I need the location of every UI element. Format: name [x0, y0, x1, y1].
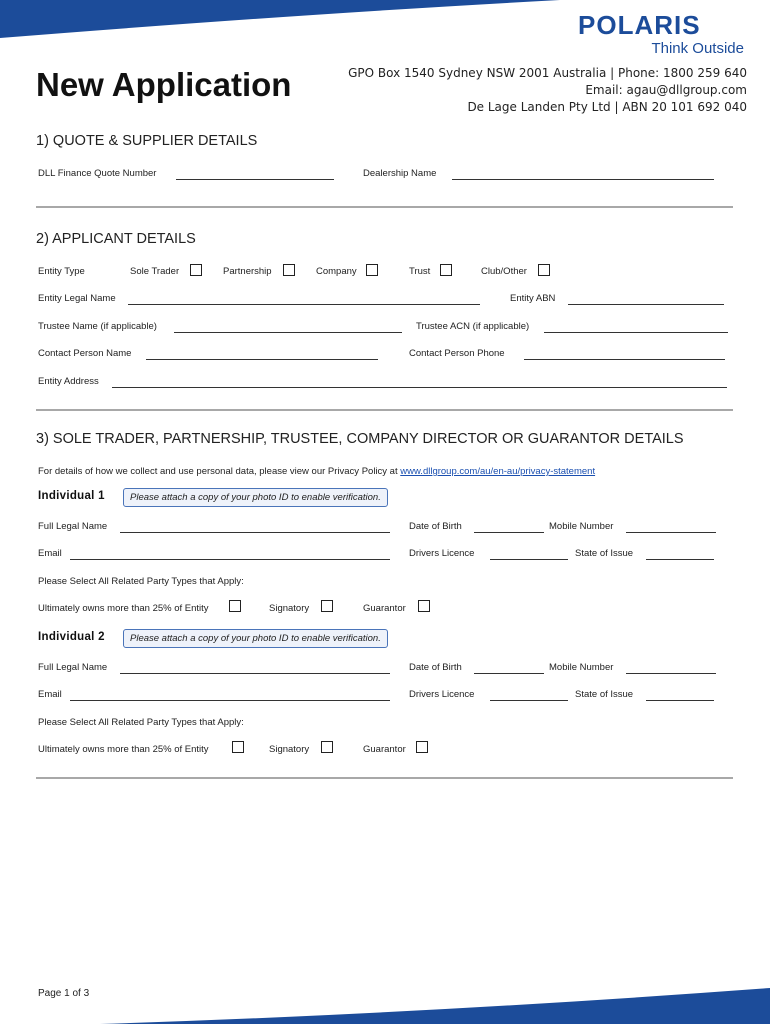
- individual-1-party-prompt: Please Select All Related Party Types that Apply:: [38, 576, 244, 587]
- entity-legal-name-label: Entity Legal Name: [38, 293, 116, 304]
- entity-option-sole-trader-label: Sole Trader: [130, 266, 180, 277]
- individual-2-guarantor-checkbox[interactable]: [416, 741, 428, 753]
- individual-2-email-field[interactable]: [70, 700, 390, 701]
- individual-1-dob-label: Date of Birth: [409, 521, 462, 532]
- section-2-title: 2) APPLICANT DETAILS: [36, 231, 196, 247]
- contact-company: De Lage Landen Pty Ltd | ABN 20 101 692 040: [467, 100, 747, 114]
- entity-address-label: Entity Address: [38, 376, 99, 387]
- individual-1-owner-checkbox[interactable]: [229, 600, 241, 612]
- individual-1-guarantor-checkbox[interactable]: [418, 600, 430, 612]
- individual-2-full-name-field[interactable]: [120, 673, 390, 674]
- individual-2-party-prompt: Please Select All Related Party Types that Apply:: [38, 717, 244, 728]
- contact-person-name-field[interactable]: [146, 359, 378, 360]
- individual-2-guarantor-label: Guarantor: [363, 744, 406, 755]
- individual-2-signatory-checkbox[interactable]: [321, 741, 333, 753]
- individual-2-owner-label: Ultimately owns more than 25% of Entity: [38, 744, 209, 755]
- entity-abn-field[interactable]: [568, 304, 724, 305]
- individual-1-licence-field[interactable]: [490, 559, 568, 560]
- entity-option-trust-checkbox[interactable]: [440, 264, 452, 276]
- privacy-notice-text: For details of how we collect and use personal data, please view our Privacy Policy at: [38, 466, 401, 477]
- individual-1-state-label: State of Issue: [575, 548, 634, 559]
- individual-1-state-field[interactable]: [646, 559, 714, 560]
- individual-2-signatory-label: Signatory: [269, 744, 310, 755]
- trustee-name-field[interactable]: [174, 332, 402, 333]
- individual-1-signatory-checkbox[interactable]: [321, 600, 333, 612]
- individual-2-mobile-label: Mobile Number: [549, 662, 614, 673]
- individual-2-photo-id-note: Please attach a copy of your photo ID to enable verification.: [123, 629, 388, 648]
- entity-legal-name-field[interactable]: [128, 304, 480, 305]
- individual-2-licence-label: Drivers Licence: [409, 689, 475, 700]
- individual-1-mobile-label: Mobile Number: [549, 521, 614, 532]
- brand-name: POLARIS: [578, 10, 701, 40]
- entity-option-company-checkbox[interactable]: [366, 264, 378, 276]
- trustee-acn-field[interactable]: [544, 332, 728, 333]
- footer-swoosh: [0, 984, 770, 1024]
- contact-email: Email: agau@dllgroup.com: [585, 83, 747, 97]
- individual-2-mobile-field[interactable]: [626, 673, 716, 674]
- entity-option-club-label: Club/Other: [481, 266, 527, 277]
- entity-type-label: Entity Type: [38, 266, 85, 277]
- entity-option-club-checkbox[interactable]: [538, 264, 550, 276]
- contact-address: GPO Box 1540 Sydney NSW 2001 Australia | Phone: 1800 259 640: [348, 66, 747, 80]
- individual-2-heading: Individual 2: [38, 631, 105, 643]
- entity-option-company-label: Company: [316, 266, 357, 277]
- entity-address-field[interactable]: [112, 387, 727, 388]
- contact-person-phone-label: Contact Person Phone: [409, 348, 505, 359]
- dealership-name-label: Dealership Name: [363, 168, 437, 179]
- individual-1-signatory-label: Signatory: [269, 603, 310, 614]
- privacy-policy-link[interactable]: www.dllgroup.com/au/en-au/privacy-statement: [400, 466, 596, 477]
- individual-1-photo-id-note: Please attach a copy of your photo ID to enable verification.: [123, 488, 388, 507]
- page-number: Page 1 of 3: [38, 988, 90, 999]
- individual-2-state-field[interactable]: [646, 700, 714, 701]
- privacy-notice: [38, 466, 595, 477]
- individual-1-licence-label: Drivers Licence: [409, 548, 475, 559]
- individual-1-full-name-label: Full Legal Name: [38, 521, 108, 532]
- entity-abn-label: Entity ABN: [510, 293, 556, 304]
- polaris-logo: [578, 10, 748, 60]
- trustee-name-label: Trustee Name (if applicable): [38, 321, 157, 332]
- individual-2-full-name-label: Full Legal Name: [38, 662, 108, 673]
- brand-tagline: Think Outside: [651, 40, 744, 57]
- individual-1-heading: Individual 1: [38, 490, 105, 502]
- individual-2-owner-checkbox[interactable]: [232, 741, 244, 753]
- contact-person-name-label: Contact Person Name: [38, 348, 132, 359]
- individual-2-email-label: Email: [38, 689, 62, 700]
- individual-1-email-field[interactable]: [70, 559, 390, 560]
- entity-option-partnership-checkbox[interactable]: [283, 264, 295, 276]
- quote-number-field[interactable]: [176, 179, 334, 180]
- section-3-title: 3) SOLE TRADER, PARTNERSHIP, TRUSTEE, COMPANY DIRECTOR OR GUARANTOR DETAILS: [36, 431, 684, 447]
- individual-1-guarantor-label: Guarantor: [363, 603, 406, 614]
- individual-2-licence-field[interactable]: [490, 700, 568, 701]
- section-1-title: 1) QUOTE & SUPPLIER DETAILS: [36, 133, 258, 149]
- quote-number-label: DLL Finance Quote Number: [38, 168, 157, 179]
- trustee-acn-label: Trustee ACN (if applicable): [416, 321, 530, 332]
- entity-option-trust-label: Trust: [409, 266, 431, 277]
- dealership-name-field[interactable]: [452, 179, 714, 180]
- individual-2-dob-field[interactable]: [474, 673, 544, 674]
- entity-option-partnership-label: Partnership: [223, 266, 272, 277]
- individual-1-email-label: Email: [38, 548, 62, 559]
- individual-1-mobile-field[interactable]: [626, 532, 716, 533]
- individual-1-full-name-field[interactable]: [120, 532, 390, 533]
- individual-2-state-label: State of Issue: [575, 689, 634, 700]
- individual-1-dob-field[interactable]: [474, 532, 544, 533]
- section-divider: [36, 409, 733, 411]
- section-divider: [36, 777, 733, 779]
- contact-person-phone-field[interactable]: [524, 359, 725, 360]
- individual-1-owner-label: Ultimately owns more than 25% of Entity: [38, 603, 209, 614]
- section-divider: [36, 206, 733, 208]
- entity-option-sole-trader-checkbox[interactable]: [190, 264, 202, 276]
- individual-2-dob-label: Date of Birth: [409, 662, 462, 673]
- page-title: New Application: [36, 66, 292, 103]
